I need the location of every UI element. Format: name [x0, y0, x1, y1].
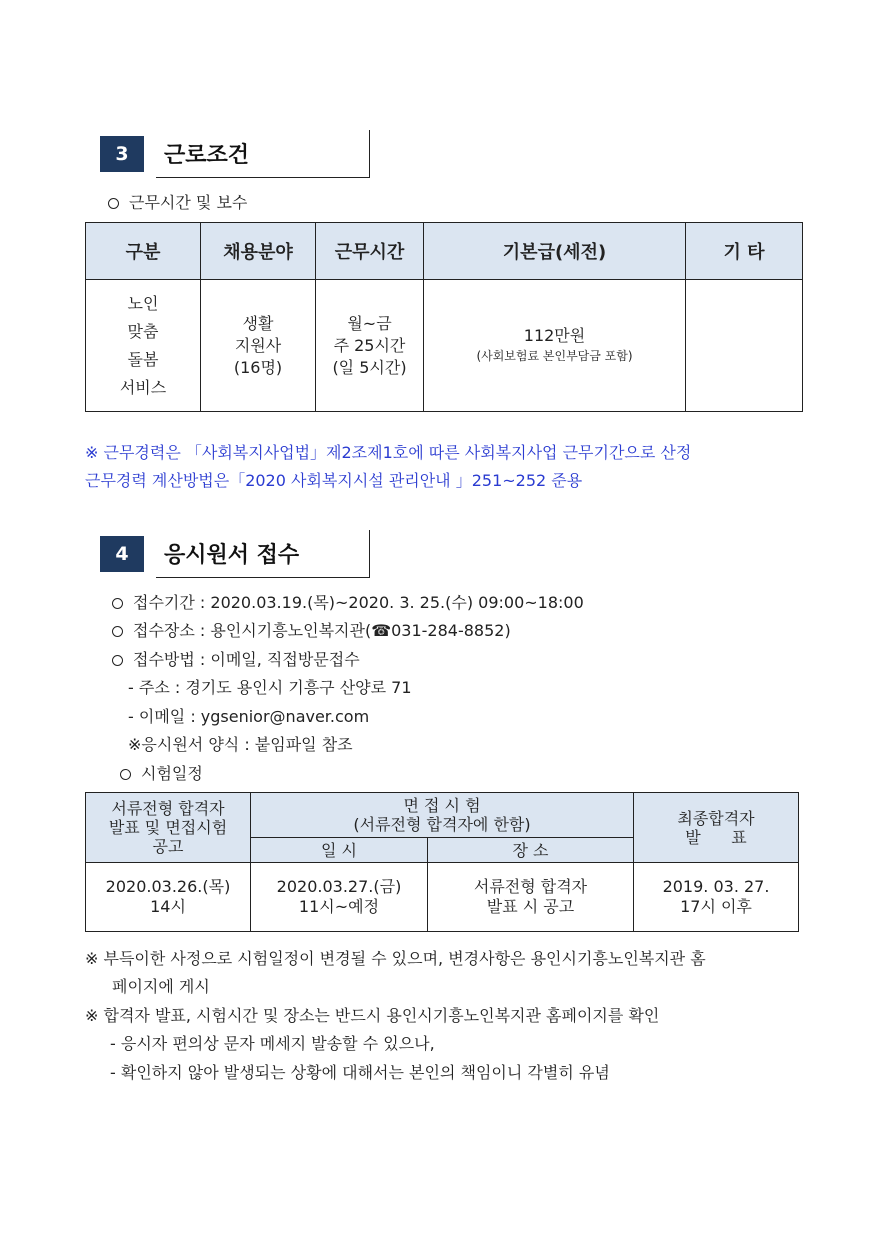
circle-bullet-icon — [112, 655, 123, 666]
date-header: 일 시 — [251, 838, 428, 863]
field-cell: 생활 지원사 (16명) — [201, 280, 316, 412]
salary-table — [85, 222, 803, 412]
table-row — [86, 280, 803, 412]
table-row — [86, 863, 799, 932]
circle-bullet-icon — [112, 626, 123, 637]
section-4-header — [100, 530, 370, 578]
divider — [156, 577, 370, 578]
date-cell: 2020.03.27.(금) 11시~예정 — [251, 863, 428, 932]
schedule-heading: 시험일정 — [120, 761, 203, 784]
table-header-row — [86, 793, 799, 838]
final-header: 최종합격자 발 표 — [634, 793, 799, 863]
place-header: 장 소 — [428, 838, 634, 863]
list-item: 접수장소 : 용인시기흥노인복지관(☎031-284-8852) — [112, 618, 511, 641]
schedule-table — [85, 792, 799, 932]
table-header: 구분 — [86, 223, 201, 280]
schedule-note: ※ 부득이한 사정으로 시험일정이 변경될 수 있으며, 변경사항은 용인시기흥노인복지관 홈 — [85, 949, 706, 968]
table-header: 기본급(세전) — [424, 223, 686, 280]
category-cell: 노인 맞춤 돌봄 서비스 — [86, 280, 201, 412]
section-number: 3 — [100, 136, 144, 172]
section-3-header — [100, 130, 370, 178]
divider — [156, 177, 370, 178]
table-header-row — [86, 223, 803, 280]
circle-bullet-icon — [108, 198, 119, 209]
address-line: - 주소 : 경기도 용인시 기흥구 산양로 71 — [128, 678, 412, 697]
list-item: 접수기간 : 2020.03.19.(목)~2020. 3. 25.(수) 09:00~18:00 — [112, 590, 584, 613]
circle-bullet-icon — [112, 598, 123, 609]
divider — [369, 530, 370, 578]
schedule-note: - 확인하지 않아 발생되는 상황에 대해서는 본인의 책임이니 각별히 유념 — [110, 1063, 610, 1082]
table-header: 채용분야 — [201, 223, 316, 280]
section-title: 응시원서 접수 — [164, 543, 300, 568]
final-cell: 2019. 03. 27. 17시 이후 — [634, 863, 799, 932]
career-note: ※ 근무경력은 「사회복지사업법」제2조제1호에 따른 사회복지사업 근무기간으로 산정 — [85, 443, 692, 462]
email-line: - 이메일 : ygsenior@naver.com — [128, 707, 370, 726]
section-title: 근로조건 — [164, 143, 250, 168]
announce-header: 서류전형 합격자 발표 및 면접시험 공고 — [86, 793, 251, 863]
table-header: 기 타 — [686, 223, 803, 280]
schedule-note: ※ 합격자 발표, 시험시간 및 장소는 반드시 용인시기흥노인복지관 홈페이지를 확인 — [85, 1006, 660, 1025]
hours-cell: 월~금 주 25시간 (일 5시간) — [316, 280, 424, 412]
announce-cell: 2020.03.26.(목) 14시 — [86, 863, 251, 932]
list-item: 접수방법 : 이메일, 직접방문접수 — [112, 647, 360, 670]
circle-bullet-icon — [120, 769, 131, 780]
career-note: 근무경력 계산방법은「2020 사회복지시설 관리안내 」251~252 준용 — [85, 471, 583, 490]
schedule-note: 페이지에 게시 — [112, 977, 210, 996]
interview-header: 면 접 시 험 (서류전형 합격자에 한함) — [251, 793, 634, 838]
section-number: 4 — [100, 536, 144, 572]
salary-cell: 112만원 (사회보험료 본인부담금 포함) — [424, 280, 686, 412]
schedule-note: - 응시자 편의상 문자 메세지 발송할 수 있으나, — [110, 1034, 435, 1053]
other-cell — [686, 280, 803, 412]
place-cell: 서류전형 합격자 발표 시 공고 — [428, 863, 634, 932]
sub-heading: 근무시간 및 보수 — [108, 190, 247, 213]
form-note: ※응시원서 양식 : 붙임파일 참조 — [128, 735, 353, 754]
divider — [369, 130, 370, 178]
table-header: 근무시간 — [316, 223, 424, 280]
